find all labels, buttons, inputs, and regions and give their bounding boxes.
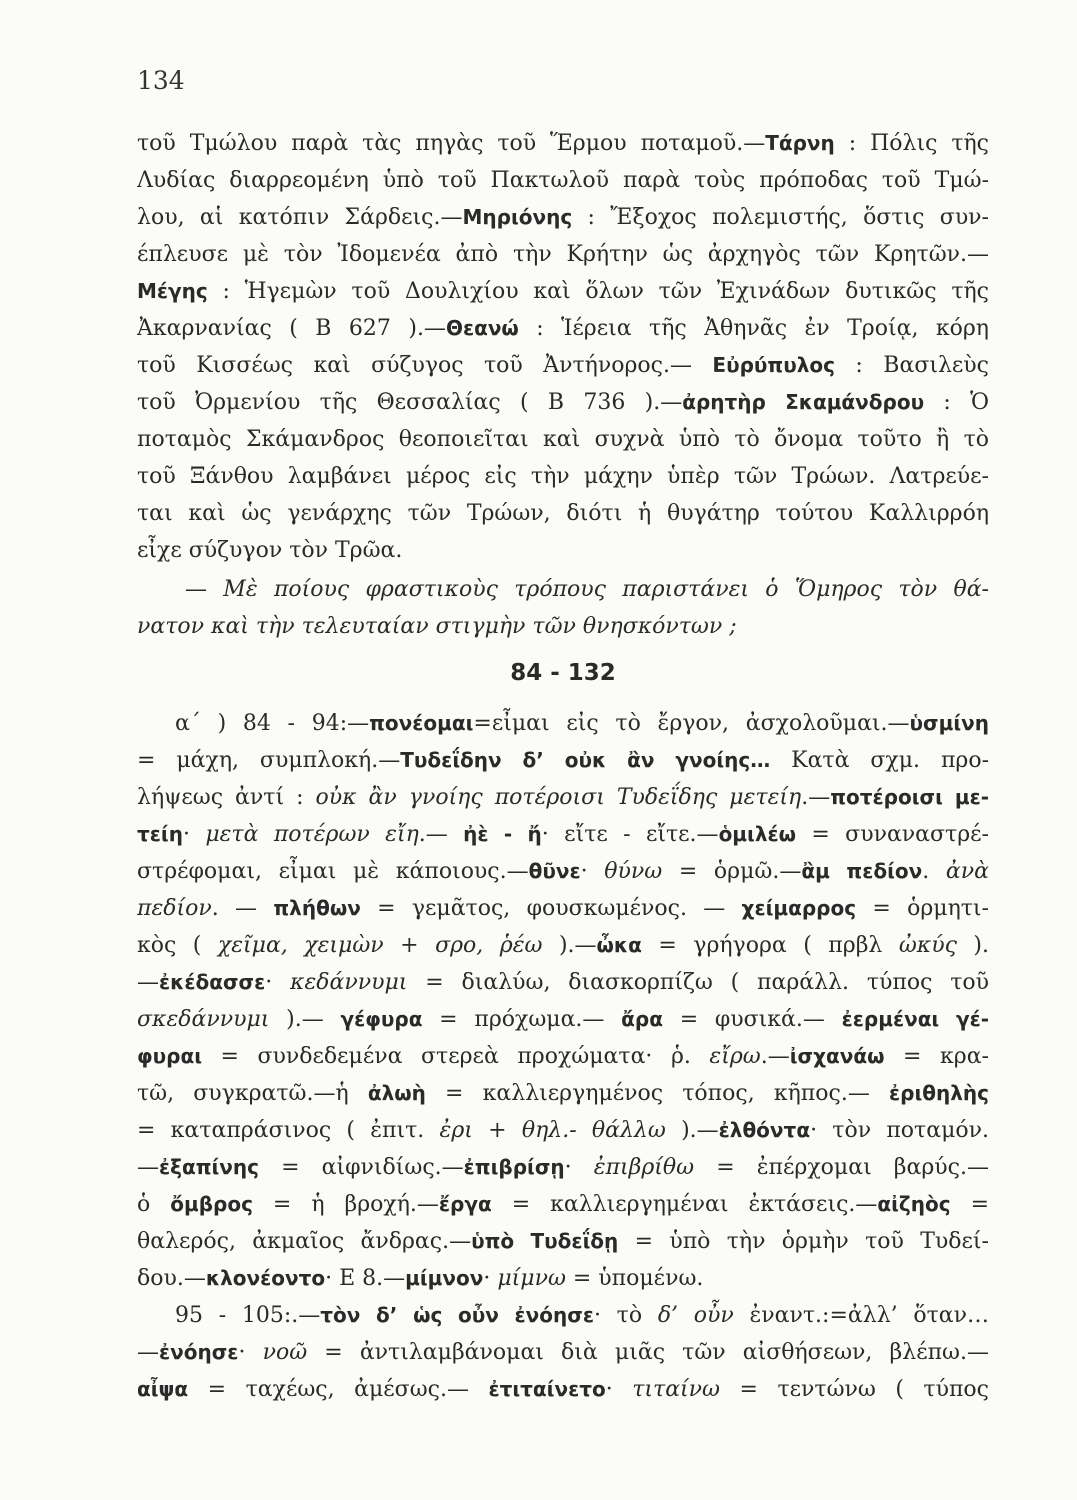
- lemma: Εὐρύπυλος: [712, 353, 835, 377]
- text-run: ).—: [542, 933, 597, 958]
- text-run: ται καὶ ὡς γενάρχης τῶν Τρώων, διότι ἡ θυγάτηρ τούτου Καλλιρρόη: [137, 501, 989, 526]
- text-run: ὠκύς: [898, 933, 957, 958]
- text-run: τοῦ Ὀρμενίου τῆς Θεσσαλίας ( Β 736 ).—: [137, 390, 683, 415]
- text-run: χεῖμα, χειμὼν + σρο, ῥέω: [217, 933, 543, 958]
- text-run: = φυσικά.—: [662, 1007, 842, 1032]
- text-line: [137, 816, 989, 853]
- text-run: =εἶμαι εἰς τὸ ἔργον, ἀσχολοῦμαι.—: [473, 711, 910, 736]
- lemma: ἐλθόντα: [718, 1118, 811, 1142]
- text-run: = μάχη, συμπλοκή.—: [137, 748, 401, 773]
- lemma: πλήθων: [273, 896, 361, 920]
- text-run: νοῶ: [262, 1340, 308, 1365]
- lemma: ἐνόησε: [159, 1340, 239, 1364]
- text-line: [137, 1112, 989, 1149]
- lemma: μίμνον: [405, 1266, 484, 1290]
- text-run: —: [137, 1155, 159, 1180]
- text-run: στρέφομαι, εἶμαι μὲ κάποιους.—: [137, 859, 529, 884]
- text-line: [137, 125, 989, 162]
- text-line: [137, 853, 989, 890]
- text-line: [137, 1149, 989, 1186]
- text-run: σκεδάννυμι: [137, 1007, 270, 1032]
- text-line: [137, 779, 989, 816]
- text-line: [137, 1260, 989, 1297]
- text-run: = ταχέως, ἀμέσως.—: [188, 1377, 489, 1402]
- text-run: θύνω: [604, 859, 663, 884]
- text-run: οὐκ ἂν γνοίης ποτέροισι Τυδεΐδης μετείη: [315, 785, 802, 810]
- text-run: : Ἔξοχος πολεμιστής, ὅστις συν-: [572, 205, 989, 230]
- text-line: [137, 1075, 989, 1112]
- text-line: [137, 1223, 989, 1260]
- text-line: [137, 273, 989, 310]
- lemma: ἂμ πεδίον: [801, 859, 923, 883]
- lemma: ἀλωὴ: [367, 1081, 426, 1105]
- text-run: δ’ οὖν: [657, 1303, 734, 1328]
- text-line: [137, 890, 989, 927]
- section-heading: 84 - 132: [510, 660, 616, 686]
- lemma: Τάρνη: [765, 131, 835, 155]
- text-run: .—: [801, 785, 831, 810]
- lemma: ἐκέδασσε: [159, 970, 266, 994]
- text-run: κὸς (: [137, 933, 218, 958]
- text-run: .—: [760, 1044, 790, 1069]
- text-run: ·: [265, 970, 291, 995]
- text-run: τοῦ Τμώλου παρὰ τὰς πηγὰς τοῦ Ἕρμου ποταμοῦ.—: [137, 131, 766, 156]
- text-run: = γρήγορα ( πρβλ: [641, 933, 899, 958]
- text-run: δου.—: [137, 1266, 206, 1291]
- text-run: ἐπιβρίθω: [593, 1155, 695, 1180]
- paragraph-verses-95-105: [137, 1297, 989, 1408]
- text-run: α΄ ) 84 - 94:—: [175, 711, 370, 736]
- text-run: λου, αἱ κατόπιν Σάρδεις.—: [137, 205, 463, 230]
- text-line: [137, 1038, 989, 1075]
- text-run: 95 - 105:.—: [175, 1303, 321, 1328]
- text-run: κεδάννυμι: [290, 970, 408, 995]
- text-run: . —: [211, 896, 274, 921]
- text-line: [137, 1334, 989, 1371]
- text-run: = συναναστρέ-: [795, 822, 989, 847]
- text-line: [137, 421, 989, 458]
- text-run: = καλλιεργημέναι ἐκτάσεις.—: [491, 1192, 878, 1217]
- text-run: = αἰφνιδίως.—: [259, 1155, 464, 1180]
- text-run: νατον καὶ τὴν τελευταίαν στιγμὴν τῶν θνησκόντων ;: [137, 614, 737, 639]
- text-run: .: [922, 859, 946, 884]
- lemma: χείμαρρος: [741, 896, 857, 920]
- text-run: = καταπράσινος ( ἐπιτ.: [137, 1118, 440, 1143]
- text-line: [137, 1371, 989, 1408]
- text-run: · Ε 8.—: [325, 1266, 406, 1291]
- text-line: [137, 1186, 989, 1223]
- study-question: [137, 571, 989, 645]
- text-run: ·: [238, 1340, 263, 1365]
- text-run: Κατὰ σχμ. προ-: [770, 748, 989, 773]
- lemma: ἐερμέναι γέ-: [841, 1007, 989, 1031]
- lemma: Μέγης: [137, 279, 208, 303]
- text-run: = τεντώνω ( τύπος: [720, 1377, 989, 1402]
- text-run: · εἴτε - εἴτε.—: [541, 822, 719, 847]
- lemma: τὸν δ’ ὡς οὖν ἐνόησε: [320, 1303, 594, 1327]
- lemma: ὑπὸ Τυδεΐδῃ: [471, 1229, 619, 1253]
- text-run: ·: [580, 859, 605, 884]
- lemma: ὦκα: [596, 933, 642, 957]
- text-run: · τὸ: [593, 1303, 658, 1328]
- text-run: : Ὁ: [924, 390, 989, 415]
- text-run: = κρα-: [884, 1044, 989, 1069]
- lemma: ὁμιλέω: [718, 822, 796, 846]
- text-run: : Ἡγεμὼν τοῦ Δουλιχίου καὶ ὅλων τῶν Ἐχινάδων δυτικῶς τῆς: [207, 279, 989, 304]
- text-run: τιταίνω: [632, 1377, 720, 1402]
- text-run: = γεμᾶτος, φουσκωμένος. —: [360, 896, 742, 921]
- text-run: ἐρι + θηλ.- θάλλω: [439, 1118, 666, 1143]
- text-line: [137, 236, 989, 273]
- text-run: τοῦ Κισσέως καὶ σύζυγος τοῦ Ἀντήνορος.—: [137, 353, 713, 378]
- lemma: φυραι: [137, 1044, 202, 1068]
- text-run: Ἀκαρνανίας ( Β 627 ).—: [137, 316, 446, 341]
- text-line: [137, 571, 989, 608]
- text-line: [137, 458, 989, 495]
- text-run: =: [950, 1192, 989, 1217]
- text-run: ποταμὸς Σκάμανδρος θεοποιεῖται καὶ συχνὰ ὑπὸ τὸ ὄνομα τοῦτο ἢ τὸ: [137, 427, 989, 452]
- text-run: εἶχε σύζυγον τὸν Τρῶα.: [137, 538, 403, 563]
- text-run: ·: [483, 1266, 498, 1291]
- text-line: [137, 532, 989, 569]
- text-run: τοῦ Ξάνθου λαμβάνει μέρος εἰς τὴν μάχην ὑπὲρ τῶν Τρώων. Λατρεύε-: [137, 464, 989, 489]
- lemma: ὑσμίνη: [909, 711, 989, 735]
- lemma: ἐριθηλὴς: [889, 1081, 989, 1105]
- lemma: κλονέοντο: [205, 1266, 326, 1290]
- lemma: ἰσχανάω: [789, 1044, 885, 1068]
- text-run: = πρόχωμα.—: [422, 1007, 622, 1032]
- text-line: [137, 964, 989, 1001]
- lemma: Τυδεΐδην δ’ οὐκ ἂν γνοίης…: [400, 748, 771, 772]
- text-line: [137, 162, 989, 199]
- text-run: — Μὲ ποίους φραστικοὺς τρόπους παριστάνει ὁ Ὅμηρος τὸν θά-: [185, 577, 989, 602]
- lemma: θῦνε: [528, 859, 581, 883]
- text-run: ·: [182, 822, 206, 847]
- lemma: ἐξαπίνης: [159, 1155, 260, 1179]
- lemma: αἰζηὸς: [877, 1192, 951, 1216]
- paragraph-glossary-names: [137, 125, 989, 569]
- text-run: —: [137, 1340, 159, 1365]
- paragraph-verses-84-94: [137, 705, 989, 1297]
- text-run: έπλευσε μὲ τὸν Ἰδομενέα ἀπὸ τὴν Κρήτην ὡς ἀρχηγὸς τῶν Κρητῶν.—: [137, 242, 989, 267]
- lemma: αἶψα: [137, 1377, 189, 1401]
- text-run: θαλερός, ἀκμαῖος ἄνδρας.—: [137, 1229, 472, 1254]
- text-run: : Βασιλεὺς: [834, 353, 989, 378]
- text-run: τῶ, συγκρατῶ.—ἡ: [137, 1081, 368, 1106]
- text-line: [137, 705, 989, 742]
- text-line: [137, 1297, 989, 1334]
- text-run: = ὑπομένω.: [565, 1266, 704, 1291]
- text-run: λήψεως ἀντί :: [137, 785, 316, 810]
- lemma: ἄρα: [621, 1007, 663, 1031]
- text-run: ·: [564, 1155, 594, 1180]
- text-run: ἀνὰ: [945, 859, 989, 884]
- text-run: —: [137, 970, 159, 995]
- text-line: [137, 310, 989, 347]
- lemma: γέφυρα: [340, 1007, 423, 1031]
- text-run: = συνδεδεμένα στερεὰ προχώματα· ῥ.: [202, 1044, 710, 1069]
- text-line: [137, 199, 989, 236]
- text-run: πεδίον: [137, 896, 212, 921]
- text-run: = ἡ βροχή.—: [252, 1192, 439, 1217]
- text-run: .—: [418, 822, 464, 847]
- text-run: = ὁρμητι-: [856, 896, 989, 921]
- text-run: · τὸν ποταμόν.: [810, 1118, 989, 1143]
- text-line: [137, 1001, 989, 1038]
- lemma: ἀρητὴρ Σκαμάνδρου: [682, 390, 925, 414]
- text-run: = ἀντιλαμβάνομαι διὰ μιᾶς τῶν αἰσθήσεων, βλέπω.—: [307, 1340, 989, 1365]
- text-run: ).—: [665, 1118, 719, 1143]
- text-line: [137, 347, 989, 384]
- lemma: ἠὲ - ἤ: [463, 822, 542, 846]
- text-line: [137, 927, 989, 964]
- lemma: ὄμβρος: [170, 1192, 253, 1216]
- lemma: ποτέροισι με-: [830, 785, 989, 809]
- text-run: εἴρω: [709, 1044, 761, 1069]
- text-run: ).: [956, 933, 989, 958]
- text-run: = ἐπέρχομαι βαρύς.—: [694, 1155, 989, 1180]
- lemma: πονέομαι: [369, 711, 474, 735]
- text-run: = καλλιεργημένος τόπος, κῆπος.—: [425, 1081, 890, 1106]
- text-line: [137, 495, 989, 532]
- text-run: ἐναντ.:=ἀλλ’ ὅταν…: [733, 1303, 989, 1328]
- text-run: μίμνω: [497, 1266, 566, 1291]
- text-run: = ὑπὸ τὴν ὁρμὴν τοῦ Τυδεί-: [618, 1229, 989, 1254]
- lemma: Μηριόνης: [462, 205, 573, 229]
- text-line: [137, 384, 989, 421]
- lemma: Θεανώ: [445, 316, 519, 340]
- text-line: [137, 742, 989, 779]
- lemma: ἐτιταίνετο: [488, 1377, 606, 1401]
- text-run: = διαλύω, διασκορπίζω ( παράλλ. τύπος τοῦ: [407, 970, 989, 995]
- lemma: τείη: [137, 822, 183, 846]
- text-run: : Ἱέρεια τῆς Ἀθηνᾶς ἐν Τροίᾳ, κόρη: [518, 316, 989, 341]
- lemma: ἔργα: [438, 1192, 492, 1216]
- text-run: ·: [605, 1377, 633, 1402]
- text-run: ὁ: [137, 1192, 171, 1217]
- text-line: [137, 608, 989, 645]
- page-number: 134: [137, 66, 185, 95]
- text-run: : Πόλις τῆς: [834, 131, 989, 156]
- text-run: μετὰ ποτέρων εἴη: [205, 822, 419, 847]
- text-run: = ὁρμῶ.—: [662, 859, 802, 884]
- text-run: ).—: [269, 1007, 341, 1032]
- lemma: ἐπιβρίσῃ: [463, 1155, 565, 1179]
- text-run: Λυδίας διαρρεομένη ὑπὸ τοῦ Πακτωλοῦ παρὰ τοὺς πρόποδας τοῦ Τμώ-: [137, 168, 989, 193]
